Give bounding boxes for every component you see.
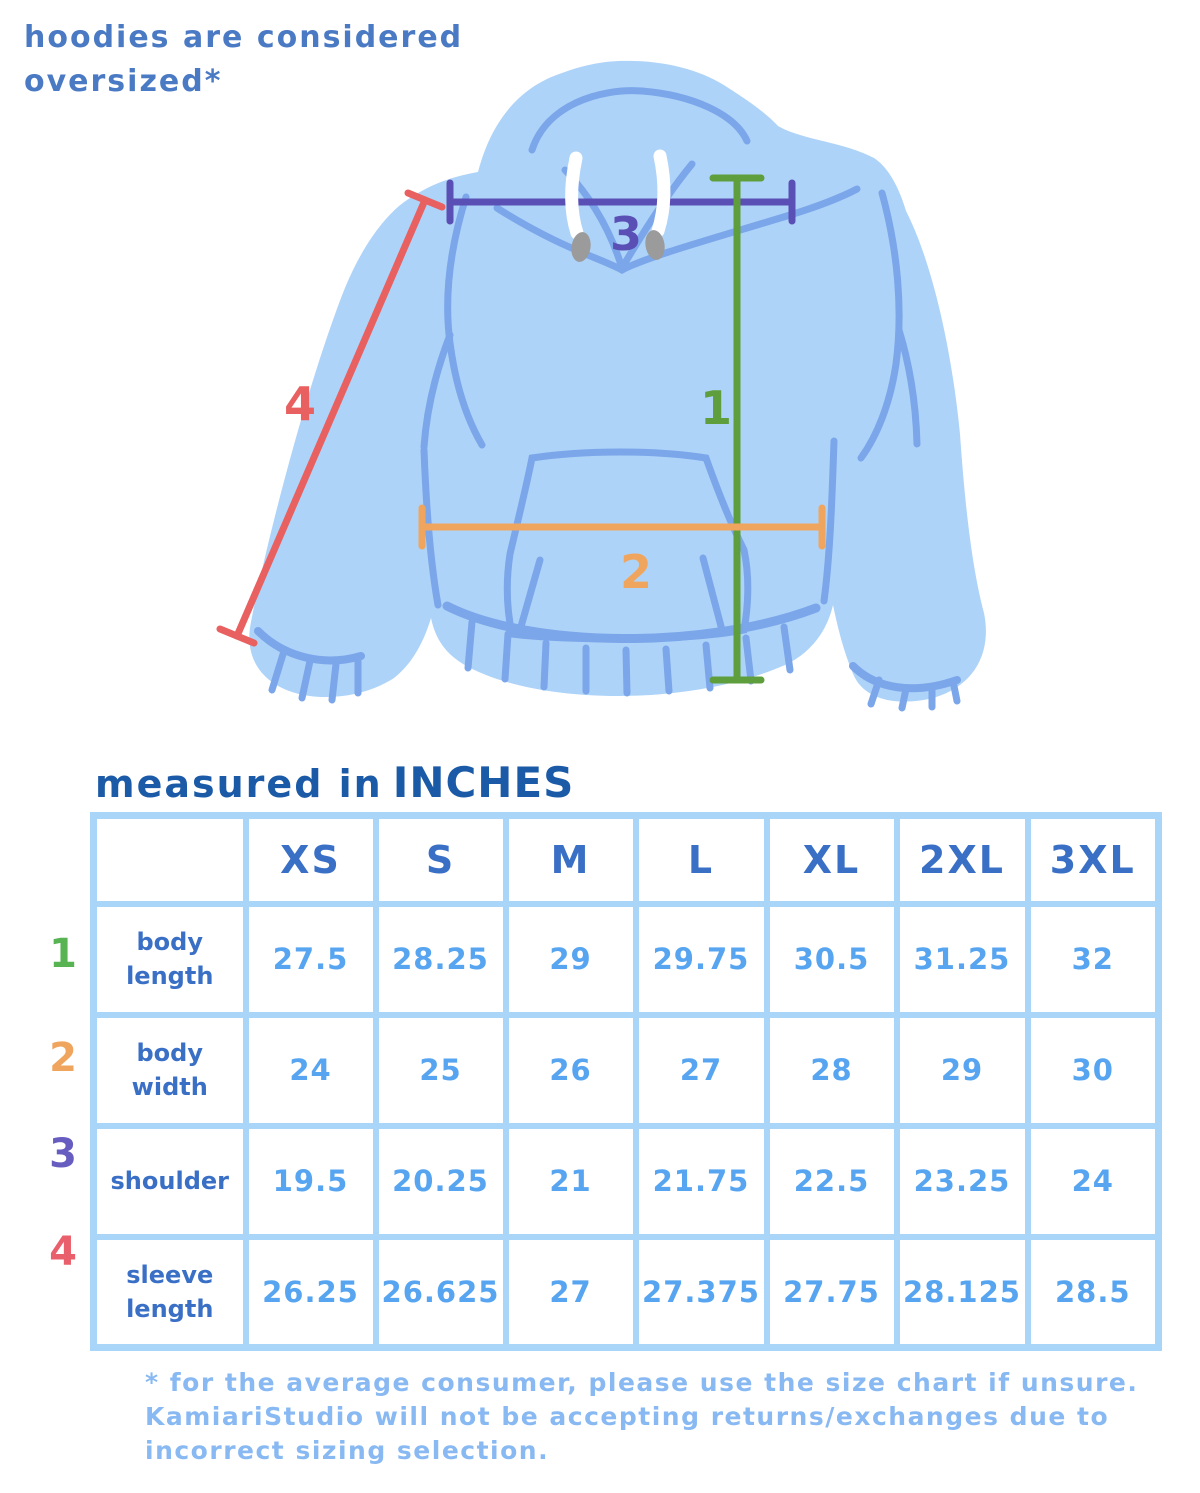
cell-value: 30.5 [767,904,897,1015]
cell-value: 20.25 [376,1126,506,1237]
cell-value: 27.375 [636,1237,767,1348]
cell-value: 26.625 [376,1237,506,1348]
size-table-header-row [94,816,1159,904]
footnote-line3: incorrect sizing selection. [145,1436,550,1465]
cell-value: 32 [1028,904,1159,1015]
cell-value: 29 [897,1015,1028,1126]
cell-value: 29 [506,904,636,1015]
row-label-body-width: body width [94,1015,246,1126]
footnote-line2: KamiariStudio will not be accepting returns/exchanges due to [145,1402,1110,1431]
table-title-prefix: measured in [95,762,383,806]
cell-value: 27.5 [246,904,376,1015]
table-row-body-width [94,1015,1159,1126]
row-label-shoulder: shoulder [94,1126,246,1237]
footnote-line1: * for the average consumer, please use the size chart if unsure. [145,1368,1139,1397]
row-indicator-3: 3 [49,1131,77,1177]
cell-value: 19.5 [246,1126,376,1237]
cell-value: 31.25 [897,904,1028,1015]
cell-value: 26 [506,1015,636,1126]
table-title [95,758,574,807]
table-row-shoulder [94,1126,1159,1237]
oversized-note-line1: hoodies are considered [24,20,464,55]
cell-value: 30 [1028,1015,1159,1126]
cell-value: 26.25 [246,1237,376,1348]
cell-value: 24 [246,1015,376,1126]
cell-value: 27 [506,1237,636,1348]
cell-value: 27.75 [767,1237,897,1348]
row-indicator-2: 2 [49,1035,77,1081]
cell-value: 23.25 [897,1126,1028,1237]
col-header-s: S [376,816,506,904]
col-header-xs: XS [246,816,376,904]
cell-value: 22.5 [767,1126,897,1237]
cell-value: 28.25 [376,904,506,1015]
oversized-note-line2: oversized* [24,64,223,99]
cell-value: 21.75 [636,1126,767,1237]
col-header-m: M [506,816,636,904]
measure-label-1: 1 [699,381,733,435]
col-header-3xl: 3XL [1028,816,1159,904]
cell-value: 28.125 [897,1237,1028,1348]
table-row-body-length [94,904,1159,1015]
row-label-body-length: body length [94,904,246,1015]
row-indicator-1: 1 [49,931,77,977]
cell-value: 21 [506,1126,636,1237]
size-table [90,812,1162,1351]
measure-label-3: 3 [609,207,643,261]
row-indicator-4: 4 [49,1229,77,1275]
footnote [145,1366,1138,1468]
cell-value: 24 [1028,1126,1159,1237]
col-header-2xl: 2XL [897,816,1028,904]
measure-label-4: 4 [283,377,317,431]
table-row-sleeve-length [94,1237,1159,1348]
cell-value: 27 [636,1015,767,1126]
table-title-unit: INCHES [392,758,575,807]
col-header-xl: XL [767,816,897,904]
corner-cell [94,816,246,904]
cell-value: 29.75 [636,904,767,1015]
hoodie-illustration [249,61,986,708]
row-label-sleeve-length: sleeve length [94,1237,246,1348]
measure-label-2: 2 [619,545,653,599]
cell-value: 28.5 [1028,1237,1159,1348]
cell-value: 28 [767,1015,897,1126]
col-header-l: L [636,816,767,904]
cell-value: 25 [376,1015,506,1126]
